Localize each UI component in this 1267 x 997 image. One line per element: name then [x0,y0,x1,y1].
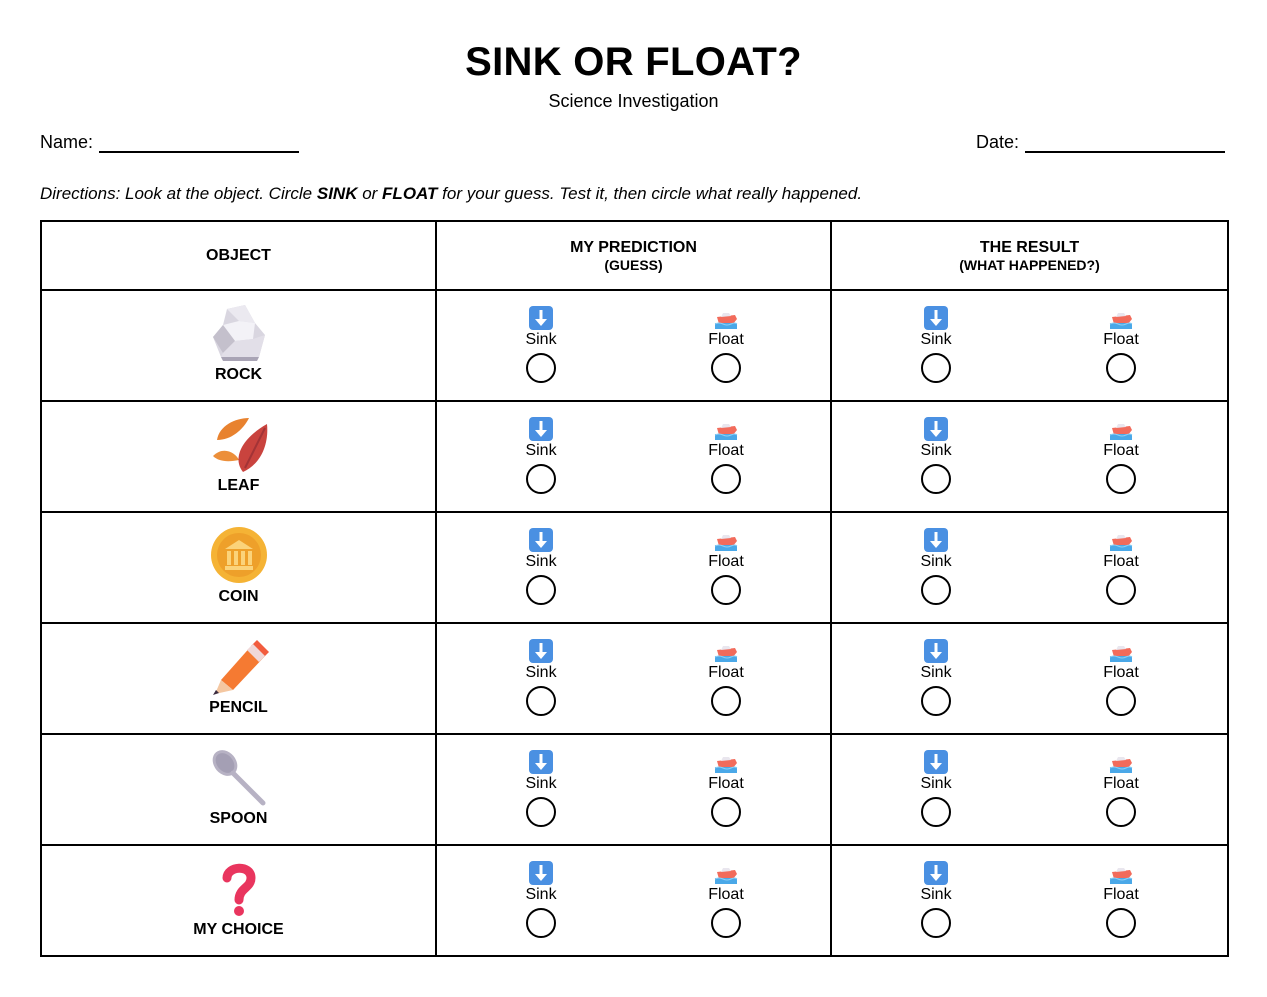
result-cell [831,845,1228,956]
result-cell [831,290,1228,401]
prediction-sink-option [511,749,571,827]
result-sink-option [906,416,966,494]
result-cell [831,512,1228,623]
boat-icon [1108,527,1134,553]
date-label: Date: [976,132,1020,152]
result-cell [831,734,1228,845]
prediction-sink-circle[interactable] [526,353,556,383]
prediction-sink-circle[interactable] [526,908,556,938]
boat-icon [1108,416,1134,442]
pencil-icon [209,636,269,696]
prediction-sink-circle[interactable] [526,686,556,716]
column-subtitle: (WHAT HAPPENED?) [959,256,1100,273]
prediction-sink-option [511,638,571,716]
float-label: Float [1103,886,1139,903]
result-float-circle[interactable] [1106,686,1136,716]
column-title: THE RESULT [979,238,1080,256]
result-sink-circle[interactable] [921,464,951,494]
boat-icon [713,860,739,886]
object-label: SPOON [209,810,268,827]
boat-icon [713,749,739,775]
sink-float-table [40,220,1229,957]
table-header-row [41,221,1228,290]
leaf-icon [209,414,269,474]
sink-label: Sink [920,553,952,570]
float-label: Float [1103,775,1139,792]
object-cell [41,401,436,512]
down-arrow-icon [528,749,554,775]
prediction-float-circle[interactable] [711,797,741,827]
table-row [41,512,1228,623]
result-sink-circle[interactable] [921,797,951,827]
down-arrow-icon [923,638,949,664]
object-cell [41,623,436,734]
object-cell [41,734,436,845]
result-sink-option [906,860,966,938]
result-sink-option [906,305,966,383]
down-arrow-icon [528,416,554,442]
result-sink-circle[interactable] [921,353,951,383]
prediction-float-option [696,305,756,383]
boat-icon [713,527,739,553]
prediction-float-option [696,638,756,716]
down-arrow-icon [923,860,949,886]
object-label: ROCK [214,366,263,383]
result-float-circle[interactable] [1106,575,1136,605]
column-title: MY PREDICTION [570,238,697,256]
object-label: MY CHOICE [193,921,284,938]
column-subtitle: (GUESS) [604,256,663,273]
down-arrow-icon [528,638,554,664]
float-label: Float [708,886,744,903]
prediction-sink-option [511,416,571,494]
prediction-sink-circle[interactable] [526,797,556,827]
rock-icon [209,303,269,363]
object-cell [41,512,436,623]
down-arrow-icon [528,305,554,331]
result-float-option [1091,305,1151,383]
result-float-circle[interactable] [1106,797,1136,827]
page-subtitle: Science Investigation [548,91,719,111]
sink-label: Sink [920,664,952,681]
boat-icon [1108,305,1134,331]
prediction-cell [436,290,831,401]
prediction-float-circle[interactable] [711,353,741,383]
result-sink-option [906,749,966,827]
prediction-float-circle[interactable] [711,575,741,605]
directions-or: or [357,184,383,203]
table-row [41,845,1228,956]
down-arrow-icon [923,749,949,775]
result-float-circle[interactable] [1106,464,1136,494]
prediction-sink-option [511,860,571,938]
float-label: Float [708,553,744,570]
name-field [40,131,299,153]
float-label: Float [708,775,744,792]
coin-icon [209,525,269,585]
object-label: LEAF [217,477,260,494]
result-float-option [1091,527,1151,605]
float-label: Float [708,442,744,459]
result-float-option [1091,749,1151,827]
object-cell [41,290,436,401]
table-row [41,290,1228,401]
column-header-object [41,221,436,290]
sink-label: Sink [920,775,952,792]
boat-icon [1108,860,1134,886]
float-label: Float [708,331,744,348]
prediction-float-option [696,860,756,938]
result-sink-option [906,638,966,716]
result-sink-option [906,527,966,605]
down-arrow-icon [923,527,949,553]
result-float-option [1091,416,1151,494]
down-arrow-icon [923,416,949,442]
result-float-option [1091,860,1151,938]
name-input-line[interactable] [99,137,299,153]
prediction-float-circle[interactable] [711,464,741,494]
prediction-cell [436,401,831,512]
sink-label: Sink [525,886,557,903]
prediction-cell [436,623,831,734]
prediction-float-option [696,527,756,605]
prediction-float-option [696,416,756,494]
sink-label: Sink [525,664,557,681]
object-label: COIN [218,588,259,605]
object-label: PENCIL [209,699,268,716]
sink-label: Sink [920,331,952,348]
prediction-sink-option [511,527,571,605]
result-sink-circle[interactable] [921,908,951,938]
directions-float: FLOAT [382,184,438,203]
column-header-result [831,221,1228,290]
prediction-float-circle[interactable] [711,686,741,716]
object-cell [41,845,436,956]
result-sink-circle[interactable] [921,686,951,716]
result-sink-circle[interactable] [921,575,951,605]
result-cell [831,623,1228,734]
float-label: Float [1103,664,1139,681]
prediction-cell [436,845,831,956]
directions-suffix: for your guess. Test it, then circle what really happened. [437,184,863,203]
name-label: Name: [40,132,94,152]
down-arrow-icon [528,860,554,886]
result-float-circle[interactable] [1106,908,1136,938]
table-row [41,623,1228,734]
date-field [976,131,1225,153]
date-input-line[interactable] [1025,137,1225,153]
prediction-cell [436,512,831,623]
result-cell [831,401,1228,512]
prediction-sink-circle[interactable] [526,464,556,494]
boat-icon [713,638,739,664]
sink-label: Sink [525,442,557,459]
float-label: Float [708,664,744,681]
prediction-float-option [696,749,756,827]
float-label: Float [1103,553,1139,570]
column-header-prediction [436,221,831,290]
sink-label: Sink [525,553,557,570]
page-title: SINK OR FLOAT? [465,40,802,84]
boat-icon [713,416,739,442]
spoon-icon [209,747,269,807]
table-row [41,401,1228,512]
sink-label: Sink [920,886,952,903]
directions [40,183,862,205]
float-label: Float [1103,442,1139,459]
down-arrow-icon [528,527,554,553]
directions-sink: SINK [316,184,358,203]
prediction-sink-circle[interactable] [526,575,556,605]
prediction-sink-option [511,305,571,383]
boat-icon [1108,638,1134,664]
boat-icon [713,305,739,331]
result-float-option [1091,638,1151,716]
result-float-circle[interactable] [1106,353,1136,383]
float-label: Float [1103,331,1139,348]
table-row [41,734,1228,845]
down-arrow-icon [923,305,949,331]
directions-text: Directions: Look at the object. Circle [40,184,317,203]
sink-label: Sink [525,775,557,792]
prediction-cell [436,734,831,845]
question-mark-icon [209,858,269,918]
boat-icon [1108,749,1134,775]
sink-label: Sink [525,331,557,348]
prediction-float-circle[interactable] [711,908,741,938]
column-title: OBJECT [206,247,271,264]
sink-label: Sink [920,442,952,459]
